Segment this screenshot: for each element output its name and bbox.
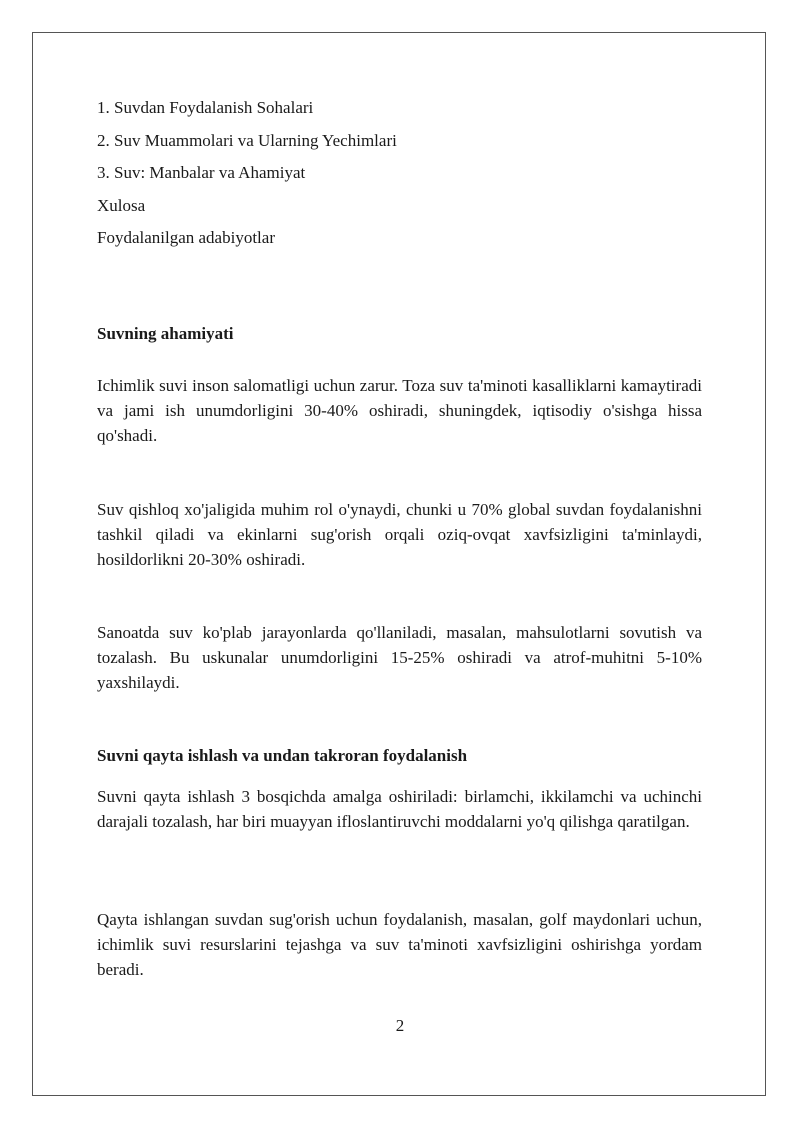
toc-item-3: 3. Suv: Manbalar va Ahamiyat	[97, 163, 306, 182]
paragraph-treatment-stages: Suvni qayta ishlash 3 bosqichda amalga oshiriladi: birlamchi, ikkilamchi va uchinchi darajali tozalash, har biri muayyan ifloslantiruvchi moddalarni yo'q qilishga qaratilgan.	[97, 787, 702, 831]
section-heading-recycling: Suvni qayta ishlash va undan takroran foydalanish	[97, 746, 468, 765]
paragraph-reuse-irrigation: Qayta ishlangan suvdan sug'orish uchun foydalanish, masalan, golf maydonlari uchun, ichimlik suvi resurslarini tejashga va suv ta'minoti xavfsizligini oshirishga yordam beradi.	[97, 910, 702, 979]
section-heading-importance: Suvning ahamiyati	[97, 324, 234, 343]
paragraph-industry: Sanoatda suv ko'plab jarayonlarda qo'llaniladi, masalan, mahsulotlarni sovutish va tozalash. Bu uskunalar unumdorligini 15-25% oshiradi va atrof-muhitni 5-10% yaxshilaydi.	[97, 623, 702, 692]
toc-item-2: 2. Suv Muammolari va Ularning Yechimlari	[97, 131, 397, 150]
page-number: 2	[395, 1016, 405, 1035]
toc-item-references: Foydalanilgan adabiyotlar	[97, 228, 275, 247]
paragraph-drinking-water: Ichimlik suvi inson salomatligi uchun zarur. Toza suv ta'minoti kasalliklarni kamaytiradi va jami ish unumdorligini 30-40% oshiradi, shuningdek, iqtisodiy o'sishga hissa qo'shadi.	[97, 376, 702, 445]
toc-item-conclusion: Xulosa	[97, 196, 146, 215]
toc-item-1: 1. Suvdan Foydalanish Sohalari	[97, 98, 314, 117]
paragraph-agriculture: Suv qishloq xo'jaligida muhim rol o'ynaydi, chunki u 70% global suvdan foydalanishni tashkil qiladi va ekinlarni sug'orish orqali oziq-ovqat xavfsizligini ta'minlaydi, hosildorlikni 20-30% oshiradi.	[97, 500, 702, 569]
